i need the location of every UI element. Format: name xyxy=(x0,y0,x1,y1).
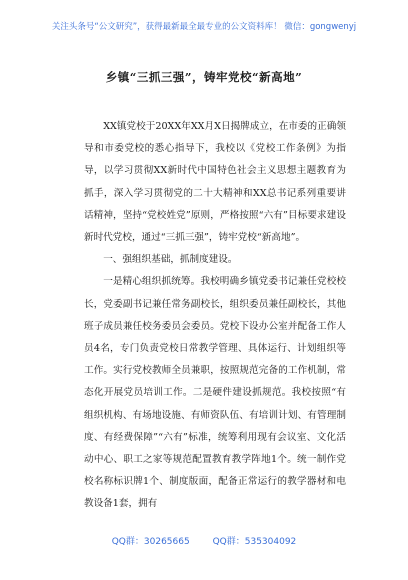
paragraph-intro: XX镇党校于20XX年XX月X日揭牌成立，在市委的正确领导和市委党校的悉心指导下，我校以《党校工作条例》为指导，以学习贯彻XX新时代中国特色社会主义思想主题教育为抓手，深入学习贯彻党的二十大精神和XX总书记系列重要讲话精神，坚持“党校姓党”原则，严格按照“六有”目标要求建设新时代党校，通过“三抓三强”，铸牢党校“新高地”。 xyxy=(84,121,346,244)
footer xyxy=(0,534,408,547)
document-title: 乡镇“三抓三强”，铸牢党校“新高地” xyxy=(105,70,303,84)
header-note: 关注头条号“公文研究”，获得最新最全最专业的公文资料库！ 微信：gongwenyj xyxy=(51,22,357,32)
qq-group-2: QQ群：535304092 xyxy=(212,537,297,547)
section-heading: 一、强组织基础，抓制度建设。 xyxy=(103,254,238,266)
paragraph-content: 一是精心组织抓统筹。我校明确乡镇党委书记兼任党校校长，党委副书记兼任常务副校长，组织委员兼任副校长，其他班子成员兼任校务委员会委员。党校下设办公室并配备工作人员4名，专门负责党校日常教学管理、具体运行、计划组织等工作。实行党校教师全员兼职，按照规范完备的工作机制，常态化开展党员培训工作。二是硬件建设抓规范。我校按照“有组织机构、有场地设施、有师资队伍、有培训计划、有管理制度、有经费保障”“六有”标准，统筹利用现有会议室、文化活动中心、职工之家等规范配置教育教学阵地1个。统一制作党校名称标识牌1个、制度版面，配备正常运行的教学器材和电教设备1套，拥有 xyxy=(84,276,346,510)
document-body xyxy=(84,116,346,516)
qq-group-1: QQ群：30265665 xyxy=(111,537,190,547)
